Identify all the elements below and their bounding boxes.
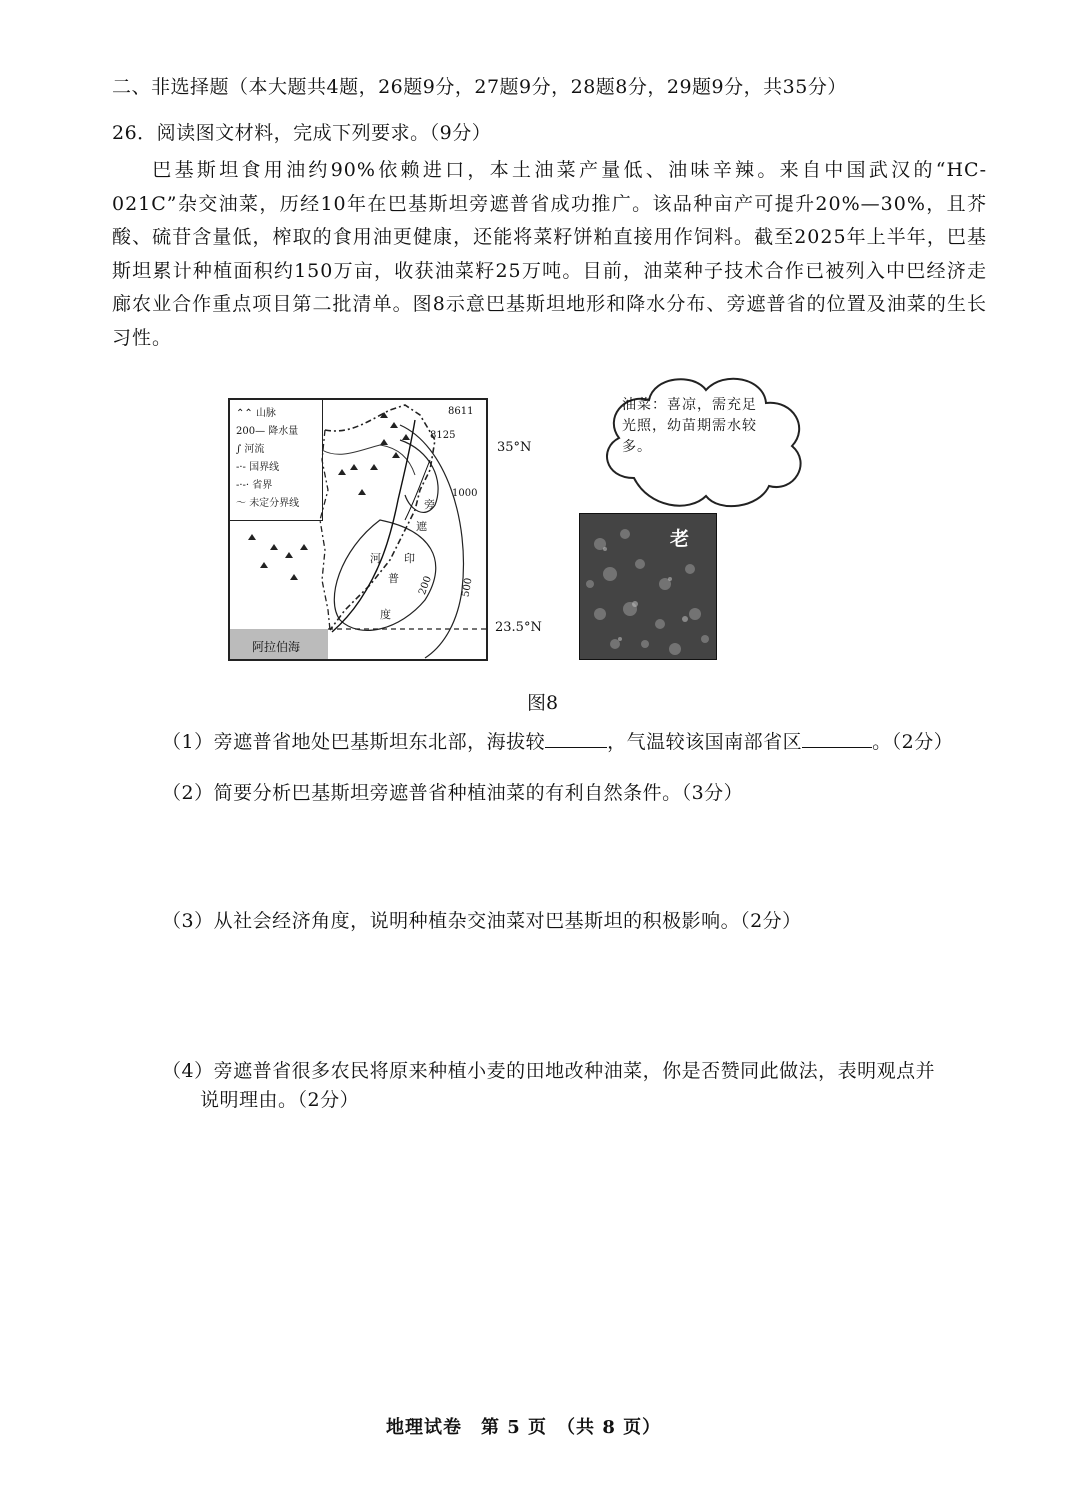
question-26-title: 26．阅读图文材料，完成下列要求。（9分） (112, 122, 492, 144)
map-text-pu: 普 (388, 572, 399, 585)
province-border (322, 445, 415, 475)
map-text-he: 河 (370, 552, 381, 565)
q1-text-b: ，气温较该国南部省区 (607, 731, 803, 753)
page-footer: 地理试卷 第 5 页 （共 8 页） (386, 1417, 662, 1438)
isohyet-label-200: 200 (417, 574, 434, 597)
legend-river: ∫ 河流 (236, 444, 265, 455)
peak-label-8611: 8611 (448, 406, 474, 417)
isohyet-500 (400, 425, 463, 658)
lat-label-35n: 35°N (497, 440, 532, 455)
question-4-line-1: （4）旁遮普省很多农民将原来种植小麦的田地改种油菜，你是否赞同此做法，表明观点并 (162, 1060, 936, 1082)
map-legend (230, 400, 323, 521)
question-1 (162, 727, 953, 754)
map-text-zhe: 遮 (416, 520, 427, 533)
legend-national-border: -·- 国界线 (236, 462, 280, 473)
lat-label-23n: 23.5°N (495, 620, 542, 635)
q1-blank-1[interactable] (545, 729, 607, 748)
material-paragraph (112, 154, 987, 355)
map-text-yin: 印 (404, 552, 415, 565)
pakistan-map (228, 398, 488, 661)
legend-undetermined-border: 〜 未定分界线 (236, 498, 300, 509)
question-3: （3）从社会经济角度，说明种植杂交油菜对巴基斯坦的积极影响。（2分） (162, 910, 802, 932)
peak-label-8125: 8125 (430, 430, 456, 441)
figure-caption: 图8 (527, 692, 559, 714)
material-text: 巴基斯坦食用油约90%依赖进口，本土油菜产量低、油味辛辣。来自中国武汉的“HC-021C”杂交油菜，历经10年在巴基斯坦旁遮普省成功推广。该品种亩产可提升20%—30%，且芥酸、硫苷含量低，榨取的食用油更健康，还能将菜籽饼粕直接用作饲料。截至2025年上半年，巴基斯坦累计种植面积约150万亩，收获油菜籽25万吨。目前，油菜种子技术合作已被列入中巴经济走廊农业合作重点项目第二批清单。图8示意巴基斯坦地形和降水分布、旁遮普省的位置及油菜的生长习性。 (112, 159, 987, 349)
q1-text-a: （1）旁遮普省地处巴基斯坦东北部，海拔较 (162, 731, 546, 753)
legend-province-border: -·-· 省界 (236, 480, 273, 491)
isohyet-label-500: 500 (460, 577, 475, 598)
section-title: 二、非选择题（本大题共4题，26题9分，27题9分，28题8分，29题9分，共35分） (112, 76, 847, 98)
map-text-pang: 旁 (424, 498, 435, 511)
photo-label: 老 (670, 528, 690, 550)
question-2: （2）简要分析巴基斯坦旁遮普省种植油菜的有利自然条件。（3分） (162, 782, 744, 804)
question-4-line-2: 说明理由。（2分） (200, 1089, 360, 1111)
q1-blank-2[interactable] (802, 729, 872, 748)
map-text-du: 度 (380, 608, 391, 621)
cloud-text: 油菜：喜凉，需充足光照，幼苗期需水较多。 (622, 397, 757, 455)
rapeseed-photo (579, 513, 717, 660)
photo-texture (580, 514, 717, 660)
sea-label: 阿拉伯海 (252, 640, 301, 654)
isohyet-label-1000: 1000 (452, 488, 478, 499)
legend-precipitation: 200— 降水量 (236, 426, 299, 437)
legend-mountain: ⌃⌃ 山脉 (236, 408, 276, 419)
q1-text-c: 。（2分） (872, 731, 954, 753)
